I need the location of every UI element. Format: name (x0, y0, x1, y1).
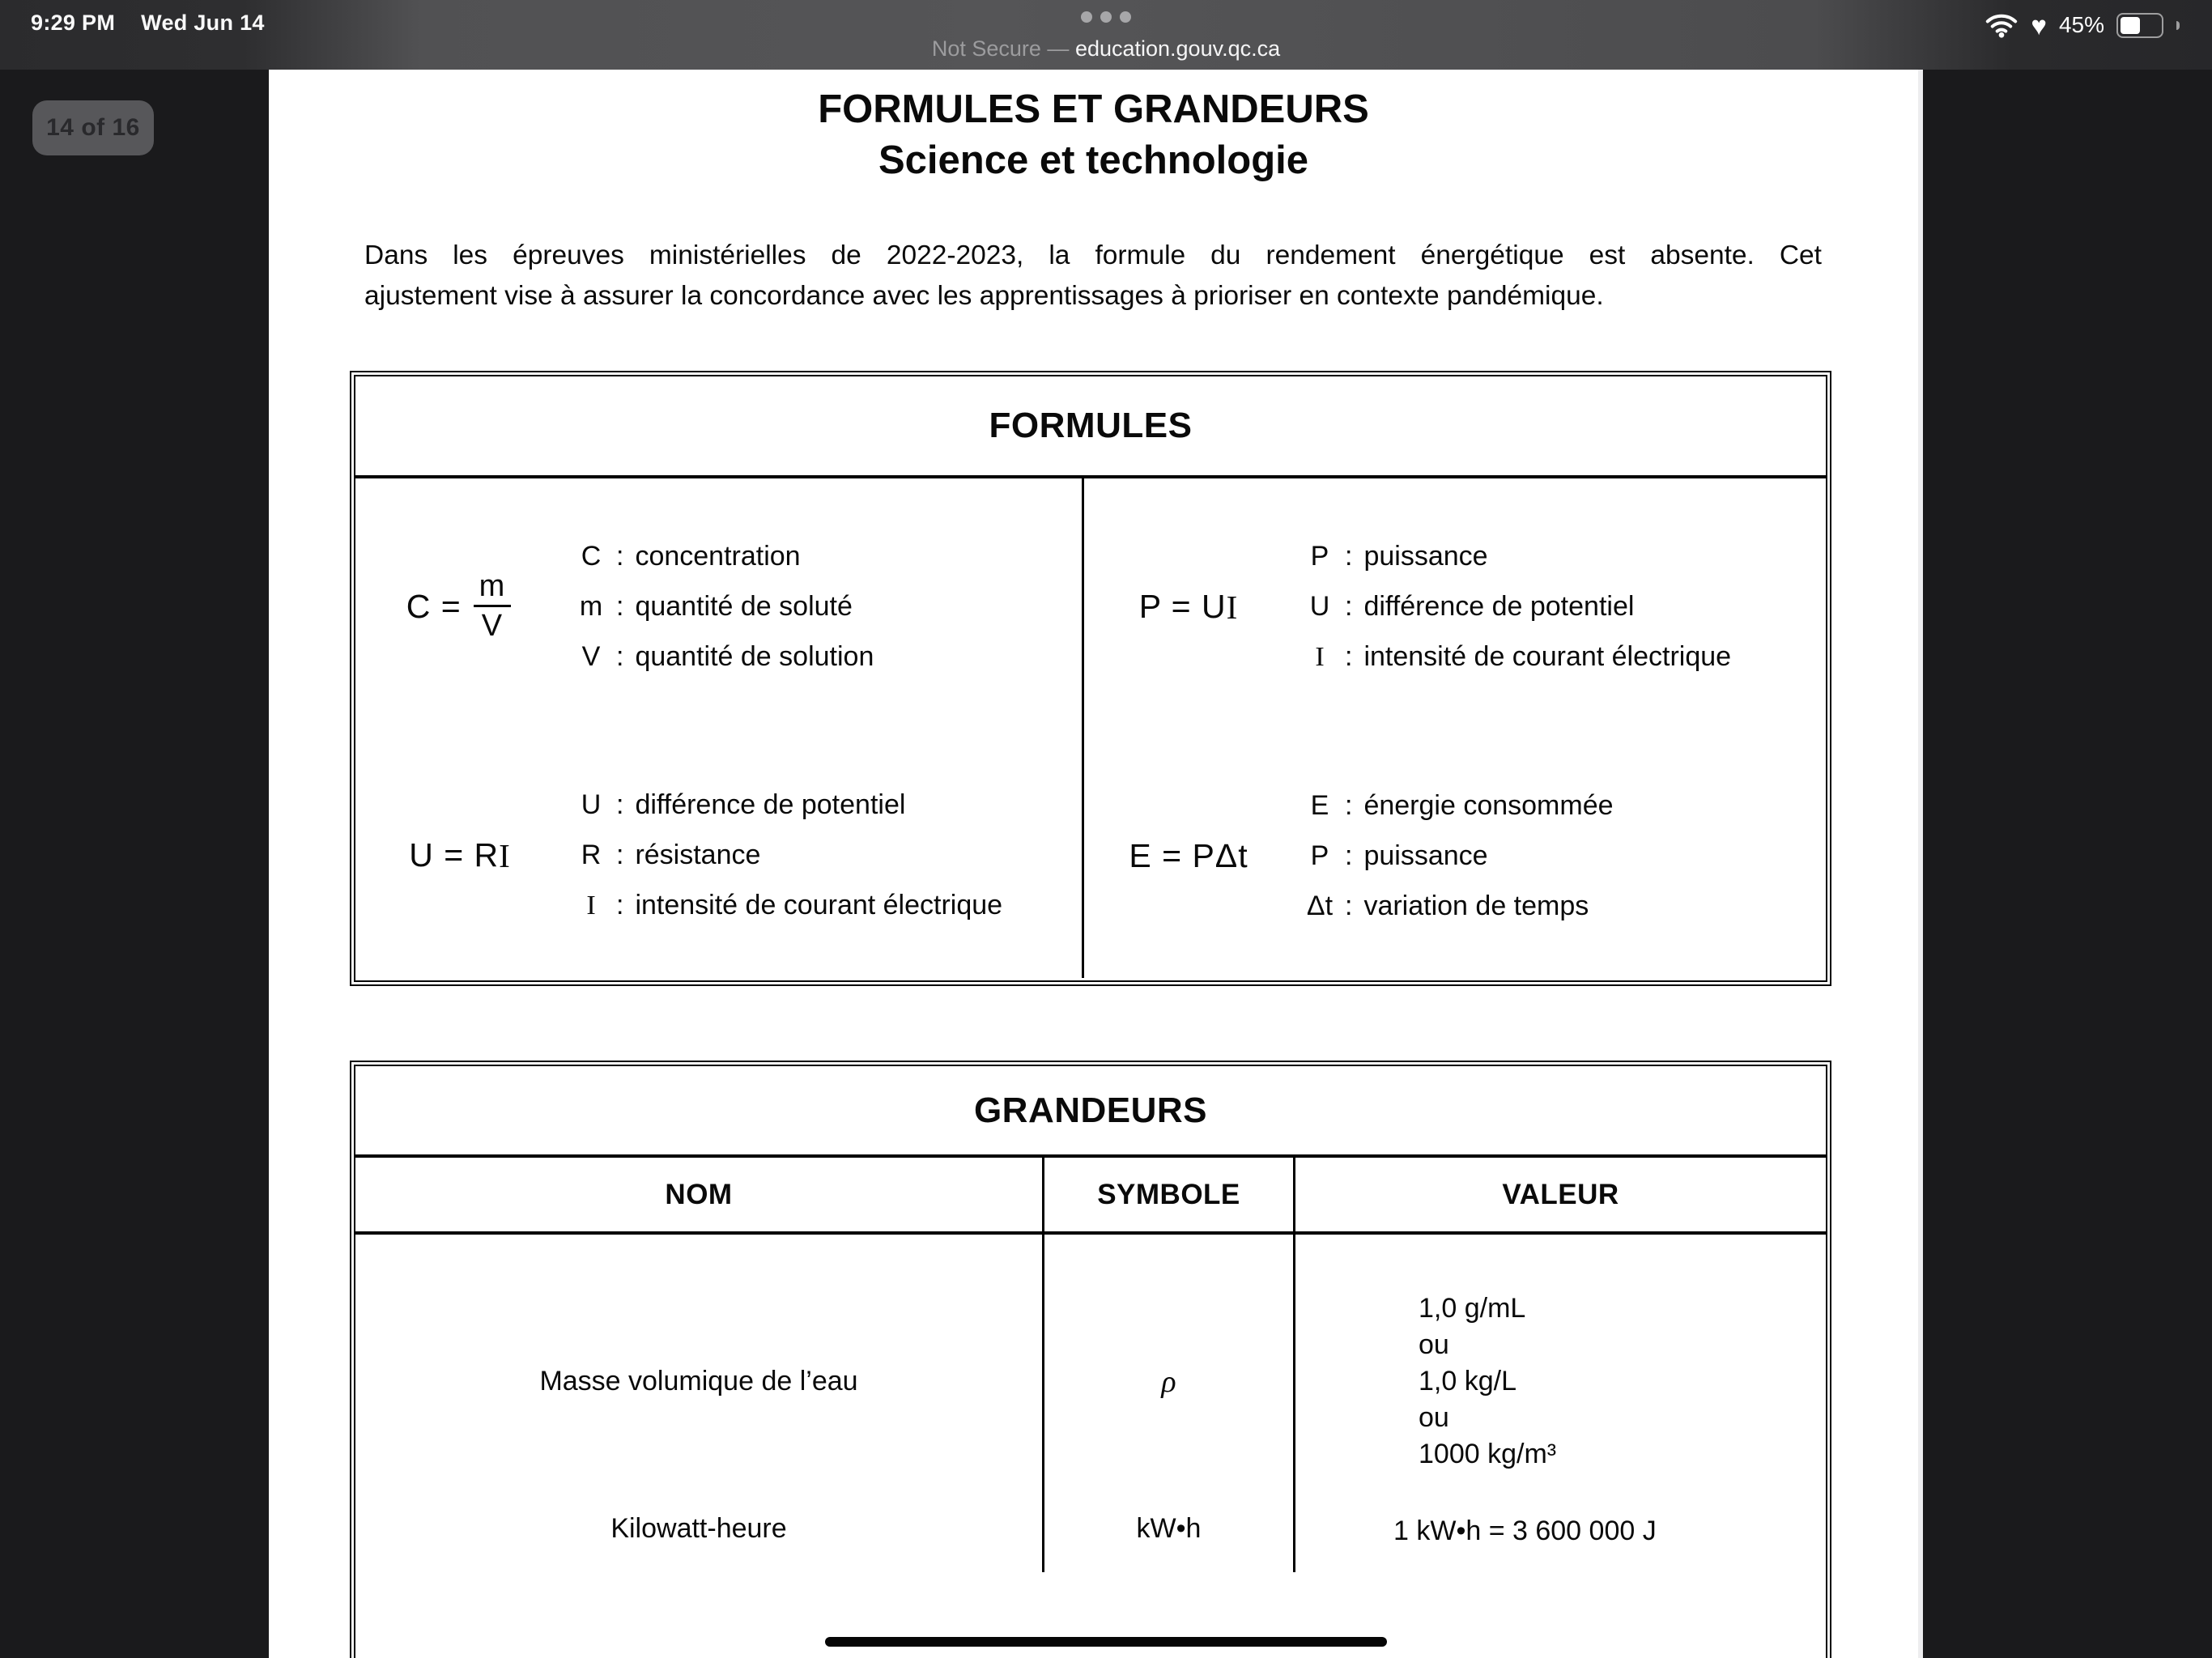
row-kilowatt-heure-symbole (1042, 1504, 1293, 1572)
definitions (1296, 780, 1614, 931)
address-bar[interactable] (0, 34, 2212, 63)
grandeurs-grid (355, 1158, 1826, 1572)
formula-lhs: C = (406, 587, 462, 625)
tab-dot-icon (1081, 11, 1092, 23)
page-subtitle: Science et technologie (878, 138, 1308, 182)
definition-row: E : énergie consommée (1310, 790, 1614, 821)
formules-table-title: FORMULES (355, 376, 1826, 478)
value-line: ou (1419, 1402, 1449, 1433)
page-title: FORMULES ET GRANDEURS (818, 87, 1369, 131)
formula-p-ui (1084, 588, 1293, 627)
formules-left-column (355, 478, 1082, 978)
definition-row: V : quantité de solution (581, 641, 874, 672)
intro-line: Dans les épreuves ministérielles de 2022-2023, la formule du rendement énergétique est absente. Cet (364, 240, 1822, 270)
pdf-sidebar (0, 70, 269, 1658)
value-line: 1 kW•h = 3 600 000 J (1393, 1516, 1657, 1546)
value-line: ou (1419, 1329, 1449, 1360)
formula-ohm-law (355, 780, 1074, 931)
tab-dot-icon (1120, 11, 1131, 23)
formula-concentration (355, 531, 1074, 682)
formula-e-pdt (1084, 837, 1293, 875)
intro-line: ajustement vise à assurer la concordance avec les apprentissages à prioriser en contexte pandémique. (364, 281, 1604, 311)
status-bar (0, 0, 2212, 70)
definition-row: U : différence de potentiel (1309, 591, 1635, 622)
row-kilowatt-heure-valeur (1293, 1504, 1826, 1572)
fraction-denominator: V (474, 605, 511, 642)
definition-row: Δt : variation de temps (1306, 891, 1589, 921)
intro-paragraph (364, 236, 1822, 317)
not-secure-label: Not Secure — (931, 36, 1075, 61)
grandeurs-table-title: GRANDEURS (355, 1066, 1826, 1158)
definitions (568, 780, 1002, 931)
value-line: 1,0 kg/L (1419, 1366, 1516, 1397)
formula-lhs: P = U (1138, 588, 1227, 625)
serif-i: I (499, 836, 511, 874)
definition-row: P : puissance (1310, 840, 1488, 871)
formula-lhs: U = R (409, 836, 500, 874)
formula-u-ri (355, 836, 564, 875)
fraction-numerator: m (479, 569, 506, 604)
formula-power (1084, 531, 1818, 682)
formula-c-mv (355, 571, 564, 642)
definition-row: U : différence de potentiel (581, 789, 906, 820)
right-gutter (1923, 70, 2212, 1658)
formules-right-column (1082, 478, 1826, 978)
tab-dot-icon (1100, 11, 1112, 23)
definition-row: R : résistance (581, 840, 761, 870)
tab-overview-dots[interactable] (0, 10, 2212, 24)
formula-energy (1084, 780, 1818, 931)
row-masse-volumique-nom: Masse volumique de l’eau (539, 1366, 858, 1397)
rho-symbol: ρ (1161, 1364, 1176, 1399)
date: Wed Jun 14 (141, 11, 265, 35)
value-line: 1,0 g/mL (1419, 1293, 1526, 1324)
definition-row: I : intensité de courant électrique (586, 890, 1003, 920)
grandeurs-table (350, 1061, 1831, 1658)
definitions (568, 531, 874, 682)
definitions (1296, 531, 1731, 682)
serif-i: I (1226, 588, 1239, 626)
row-kilowatt-heure-nom: Kilowatt-heure (610, 1513, 787, 1544)
value-line: 1000 kg/m³ (1419, 1439, 1557, 1469)
column-header-valeur: VALEUR (1293, 1158, 1826, 1235)
home-indicator[interactable] (825, 1637, 1387, 1647)
page-indicator: 14 of 16 (32, 100, 154, 155)
row-masse-volumique-valeur (1293, 1235, 1826, 1504)
pdf-page[interactable] (269, 70, 1923, 1658)
formula-lhs: E = PΔt (1129, 836, 1249, 874)
column-header-symbole: SYMBOLE (1042, 1158, 1293, 1235)
definition-row: C : concentration (581, 541, 801, 572)
definition-row: I : intensité de courant électrique (1315, 641, 1732, 672)
clock: 9:29 PM (31, 11, 116, 35)
column-header-nom: NOM (355, 1158, 1042, 1235)
battery-percent: 45% (2058, 12, 2104, 37)
url-domain: education.gouv.qc.ca (1074, 36, 1281, 61)
row-masse-volumique-symbole (1042, 1235, 1293, 1504)
kwh-symbol: kW•h (1136, 1513, 1202, 1544)
heart-focus-icon: ♥ (2031, 10, 2047, 40)
definition-row: P : puissance (1310, 541, 1488, 572)
definition-row: m : quantité de soluté (579, 591, 853, 622)
formules-table (350, 371, 1831, 986)
fraction (471, 571, 514, 642)
formules-table-body (355, 478, 1826, 978)
